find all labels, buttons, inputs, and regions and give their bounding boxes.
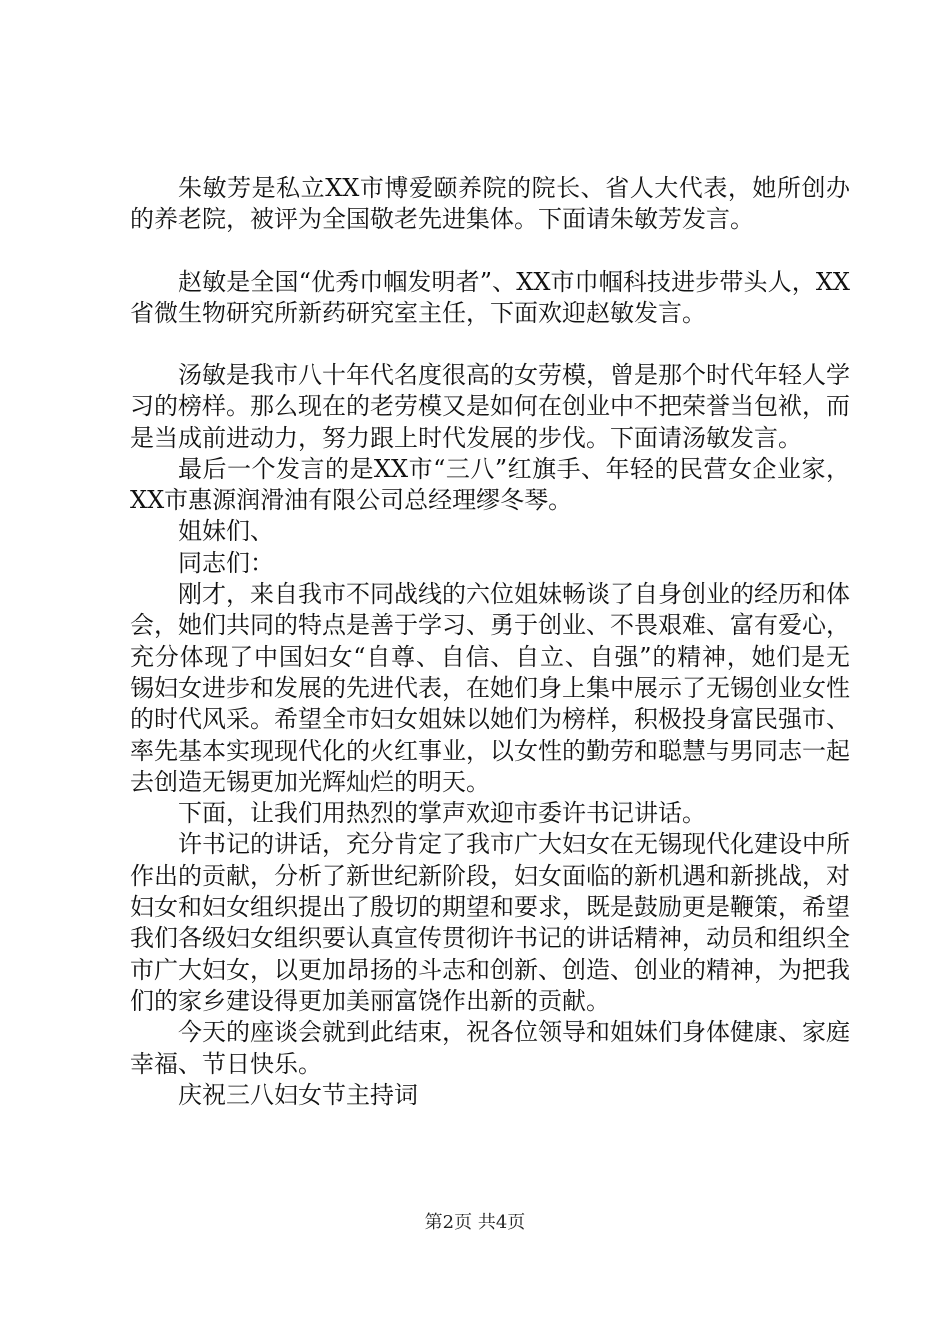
paragraph: 赵敏是全国“优秀巾帼发明者”、XX市巾帼科技进步带头人，XX省微生物研究所新药研究室主任，下面欢迎赵敏发言。 — [130, 268, 850, 328]
paragraph: 汤敏是我市八十年代名度很高的女劳模，曾是那个时代年轻人学习的榜样。那么现在的老劳模又是如何在创业中不把荣誉当包袱，而是当成前进动力，努力跟上时代发展的步伐。下面请汤敏发言。 — [130, 361, 850, 452]
paragraph: 朱敏芳是私立XX市博爱颐养院的院长、省人大代表，她所创办的养老院，被评为全国敬老先进集体。下面请朱敏芳发言。 — [130, 174, 850, 234]
paragraph-block-2 — [130, 267, 850, 330]
paragraph: 最后一个发言的是XX市“三八”红旗手、年轻的民营女企业家，XX市惠源润滑油有限公司总经理缪冬琴。 — [130, 454, 850, 515]
paragraph-block-1 — [130, 173, 850, 236]
paragraph-block-3 — [130, 360, 850, 1111]
paragraph: 下面，让我们用热烈的掌声欢迎市委许书记讲话。 — [178, 799, 706, 828]
paragraph: 刚才，来自我市不同战线的六位姐妹畅谈了自身创业的经历和体会，她们共同的特点是善于学习、勇于创业、不畏艰难、富有爱心，充分体现了中国妇女“自尊、自信、自立、自强”的精神，她们是无锡妇女进步和发展的先进代表，在她们身上集中展示了无锡创业女性的时代风采。希望全市妇女姐妹以她们为榜样，积极投身富民强市、率先基本实现现代化的火红事业，以女性的勤劳和聪慧与男同志一起去创造无锡更加光辉灿烂的明天。 — [130, 580, 850, 796]
section-title: 庆祝三八妇女节主持词 — [178, 1080, 418, 1109]
salutation: 同志们： — [178, 548, 274, 577]
paragraph: 今天的座谈会就到此结束，祝各位领导和姐妹们身体健康、家庭幸福、节日快乐。 — [130, 1018, 850, 1078]
page-footer: 第2页 共4页 — [424, 1212, 526, 1233]
paragraph: 许书记的讲话，充分肯定了我市广大妇女在无锡现代化建设中所作出的贡献，分析了新世纪新阶段，妇女面临的新机遇和新挑战，对妇女和妇女组织提出了殷切的期望和要求，既是鼓励更是鞭策，希望我们各级妇女组织要认真宣传贯彻许书记的讲话精神，动员和组织全市广大妇女，以更加昂扬的斗志和创新、创造、创业的精神，为把我们的家乡建设得更加美丽富饶作出新的贡献。 — [130, 830, 850, 1015]
salutation: 姐妹们、 — [178, 517, 274, 546]
